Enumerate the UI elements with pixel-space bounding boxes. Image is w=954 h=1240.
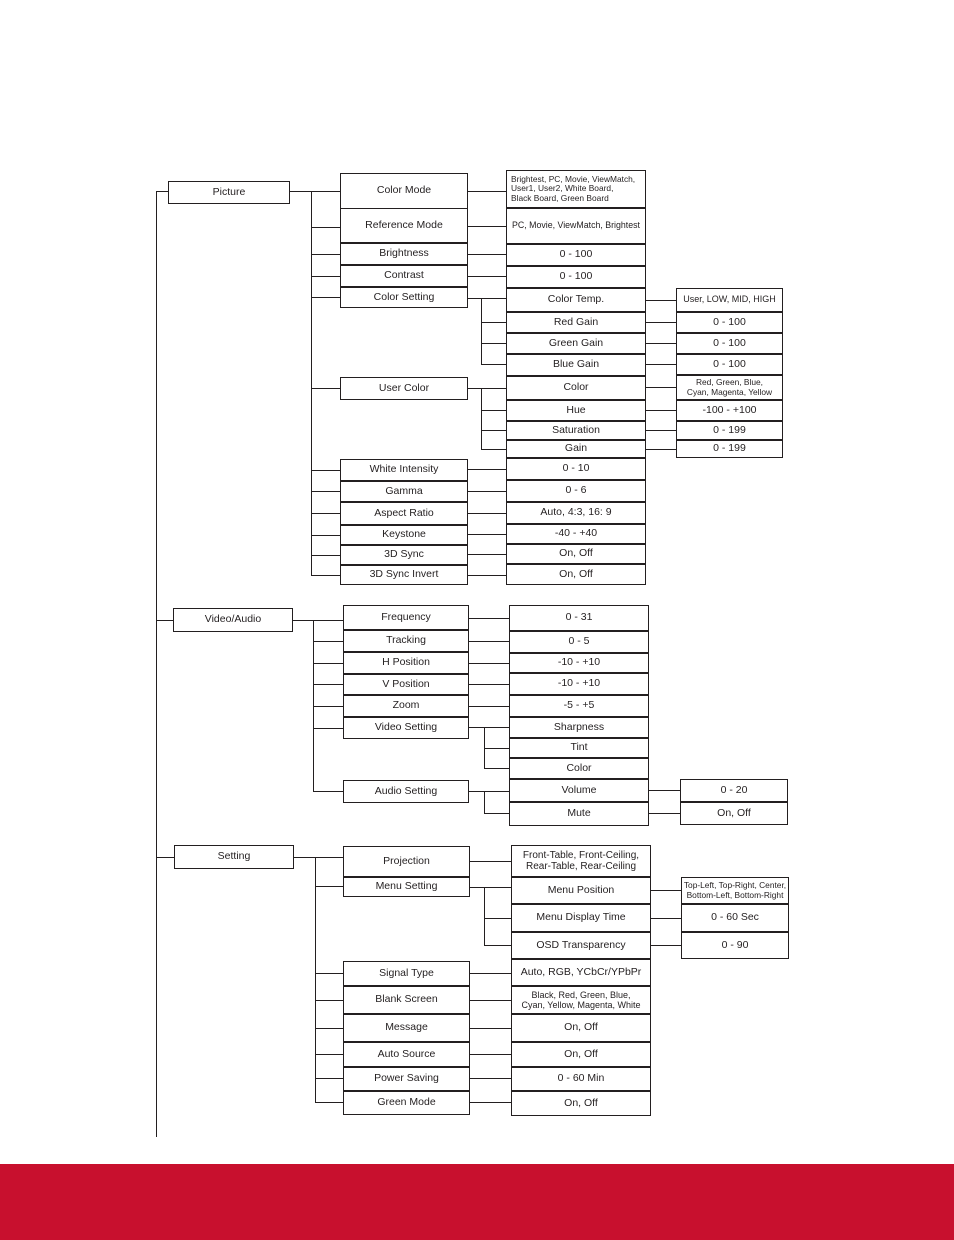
connector-line [315, 1054, 343, 1055]
item-white-intensity: White Intensity [340, 459, 468, 481]
item-mute: Mute [509, 802, 649, 826]
item-menu-setting: Menu Setting [343, 877, 470, 897]
connector-line [646, 410, 676, 411]
value-gain: 0 - 199 [676, 440, 783, 458]
connector-line [651, 945, 681, 946]
connector-line [470, 973, 511, 974]
item-green-gain: Green Gain [506, 333, 646, 354]
connector-line [484, 748, 509, 749]
item-3d-sync-invert: 3D Sync Invert [340, 565, 468, 585]
item-color: Color [506, 376, 646, 400]
item-audio-setting: Audio Setting [343, 780, 469, 803]
connector-line [311, 191, 312, 576]
item-message: Message [343, 1014, 470, 1042]
value-color-mode: Brightest, PC, Movie, ViewMatch, User1, User2, White Board, Black Board, Green Board [506, 170, 646, 208]
value-color: Red, Green, Blue, Cyan, Magenta, Yellow [676, 375, 783, 400]
connector-line [311, 227, 340, 228]
value-3d-sync: On, Off [506, 544, 646, 564]
value-contrast: 0 - 100 [506, 266, 646, 288]
value-menu-display-time: 0 - 60 Sec [681, 904, 789, 932]
connector-line [315, 1028, 343, 1029]
connector-line [646, 322, 676, 323]
item-power-saving: Power Saving [343, 1067, 470, 1091]
connector-line [468, 534, 506, 535]
connector-line [481, 343, 506, 344]
item-gamma: Gamma [340, 481, 468, 502]
value-zoom: -5 - +5 [509, 695, 649, 717]
connector-line [484, 918, 511, 919]
connector-line [484, 945, 511, 946]
connector-line [313, 663, 343, 664]
item-menu-position: Menu Position [511, 877, 651, 904]
connector-line [649, 813, 680, 814]
value-green-mode: On, Off [511, 1091, 651, 1116]
item-3d-sync: 3D Sync [340, 545, 468, 565]
value-saturation: 0 - 199 [676, 421, 783, 440]
item-blue-gain: Blue Gain [506, 354, 646, 376]
value-red-gain: 0 - 100 [676, 312, 783, 333]
connector-line [313, 728, 343, 729]
connector-line [481, 322, 506, 323]
connector-line [651, 918, 681, 919]
value-blank-screen: Black, Red, Green, Blue, Cyan, Yellow, Magenta, White [511, 986, 651, 1014]
connector-line [290, 191, 340, 192]
value-reference-mode: PC, Movie, ViewMatch, Brightest [506, 208, 646, 244]
connector-line [469, 791, 509, 792]
connector-line [294, 857, 343, 858]
connector-line [468, 388, 506, 389]
connector-line [469, 663, 509, 664]
connector-line [315, 857, 316, 1103]
connector-line [484, 768, 509, 769]
item-green-mode: Green Mode [343, 1091, 470, 1115]
connector-line [311, 513, 340, 514]
connector-line [469, 618, 509, 619]
item-osd-transparency: OSD Transparency [511, 932, 651, 959]
item-v-position: V Position [343, 674, 469, 695]
connector-line [311, 254, 340, 255]
connector-line [484, 887, 485, 945]
value-projection: Front-Table, Front-Ceiling, Rear-Table, Rear-Ceiling [511, 845, 651, 877]
item-color-setting: Color Setting [340, 287, 468, 308]
connector-line [315, 1000, 343, 1001]
item-projection: Projection [343, 846, 470, 877]
connector-line [481, 388, 482, 449]
connector-line [470, 1000, 511, 1001]
value-gamma: 0 - 6 [506, 480, 646, 502]
connector-line [311, 491, 340, 492]
connector-line [311, 276, 340, 277]
connector-line [469, 641, 509, 642]
connector-line [649, 790, 680, 791]
item-color-mode: Color Mode [340, 173, 468, 209]
connector-line [469, 684, 509, 685]
connector-line [311, 555, 340, 556]
value-message: On, Off [511, 1014, 651, 1042]
value-osd-transparency: 0 - 90 [681, 932, 789, 959]
connector-line [470, 1028, 511, 1029]
value-white-intensity: 0 - 10 [506, 458, 646, 480]
value-color-temp: User, LOW, MID, HIGH [676, 288, 783, 312]
value-power-saving: 0 - 60 Min [511, 1067, 651, 1091]
value-3d-sync-invert: On, Off [506, 564, 646, 585]
connector-line [156, 857, 174, 858]
value-keystone: -40 - +40 [506, 524, 646, 544]
value-mute: On, Off [680, 802, 788, 825]
connector-line [313, 684, 343, 685]
connector-line [293, 620, 343, 621]
item-frequency: Frequency [343, 605, 469, 630]
connector-line [313, 706, 343, 707]
connector-line [651, 890, 681, 891]
connector-line [315, 1102, 343, 1103]
item-volume: Volume [509, 779, 649, 802]
connector-line [311, 575, 340, 576]
menu-video-audio: Video/Audio [173, 608, 293, 632]
connector-line [156, 191, 168, 192]
value-h-position: -10 - +10 [509, 653, 649, 673]
item-hue: Hue [506, 400, 646, 421]
connector-line [311, 535, 340, 536]
item-brightness: Brightness [340, 243, 468, 265]
value-signal-type: Auto, RGB, YCbCr/YPbPr [511, 959, 651, 986]
connector-line [468, 226, 506, 227]
item-sharpness: Sharpness [509, 717, 649, 738]
menu-picture: Picture [168, 181, 290, 204]
value-blue-gain: 0 - 100 [676, 354, 783, 375]
connector-line [313, 641, 343, 642]
item-color: Color [509, 758, 649, 779]
item-menu-display-time: Menu Display Time [511, 904, 651, 932]
connector-line [468, 191, 506, 192]
connector-line [481, 298, 482, 365]
connector-line [468, 254, 506, 255]
value-green-gain: 0 - 100 [676, 333, 783, 354]
connector-line [315, 1078, 343, 1079]
connector-line [646, 387, 676, 388]
connector-line [481, 449, 506, 450]
value-volume: 0 - 20 [680, 779, 788, 802]
connector-line [470, 861, 511, 862]
connector-line [311, 470, 340, 471]
connector-line [156, 191, 157, 1137]
item-gain: Gain [506, 440, 646, 458]
item-video-setting: Video Setting [343, 717, 469, 739]
footer-bar [0, 1164, 954, 1240]
item-aspect-ratio: Aspect Ratio [340, 502, 468, 525]
item-color-temp: Color Temp. [506, 288, 646, 312]
value-hue: -100 - +100 [676, 400, 783, 421]
value-frequency: 0 - 31 [509, 605, 649, 631]
connector-line [468, 491, 506, 492]
value-aspect-ratio: Auto, 4:3, 16: 9 [506, 502, 646, 524]
connector-line [468, 575, 506, 576]
item-red-gain: Red Gain [506, 312, 646, 333]
item-keystone: Keystone [340, 525, 468, 545]
connector-line [470, 1078, 511, 1079]
item-tracking: Tracking [343, 630, 469, 652]
connector-line [311, 297, 340, 298]
connector-line [468, 469, 506, 470]
connector-line [468, 554, 506, 555]
connector-line [315, 973, 343, 974]
connector-line [484, 791, 485, 814]
connector-line [481, 410, 506, 411]
connector-line [481, 364, 506, 365]
connector-line [468, 276, 506, 277]
connector-line [470, 887, 511, 888]
connector-line [156, 620, 173, 621]
item-auto-source: Auto Source [343, 1042, 470, 1067]
connector-line [484, 813, 509, 814]
value-auto-source: On, Off [511, 1042, 651, 1067]
value-brightness: 0 - 100 [506, 244, 646, 266]
item-blank-screen: Blank Screen [343, 986, 470, 1014]
connector-line [481, 430, 506, 431]
value-menu-position: Top-Left, Top-Right, Center, Bottom-Left, Bottom-Right [681, 877, 789, 904]
connector-line [646, 343, 676, 344]
item-h-position: H Position [343, 652, 469, 674]
item-saturation: Saturation [506, 421, 646, 440]
value-tracking: 0 - 5 [509, 631, 649, 653]
item-tint: Tint [509, 738, 649, 758]
item-user-color: User Color [340, 377, 468, 400]
item-contrast: Contrast [340, 265, 468, 287]
connector-line [646, 364, 676, 365]
connector-line [646, 449, 676, 450]
item-reference-mode: Reference Mode [340, 208, 468, 243]
connector-line [469, 706, 509, 707]
connector-line [469, 727, 509, 728]
connector-line [470, 1054, 511, 1055]
connector-line [311, 388, 340, 389]
connector-line [315, 886, 343, 887]
connector-line [470, 1102, 511, 1103]
connector-line [313, 791, 343, 792]
connector-line [646, 300, 676, 301]
item-signal-type: Signal Type [343, 961, 470, 986]
connector-line [646, 430, 676, 431]
connector-line [468, 298, 506, 299]
value-v-position: -10 - +10 [509, 673, 649, 695]
connector-line [468, 513, 506, 514]
item-zoom: Zoom [343, 695, 469, 717]
menu-setting: Setting [174, 845, 294, 869]
